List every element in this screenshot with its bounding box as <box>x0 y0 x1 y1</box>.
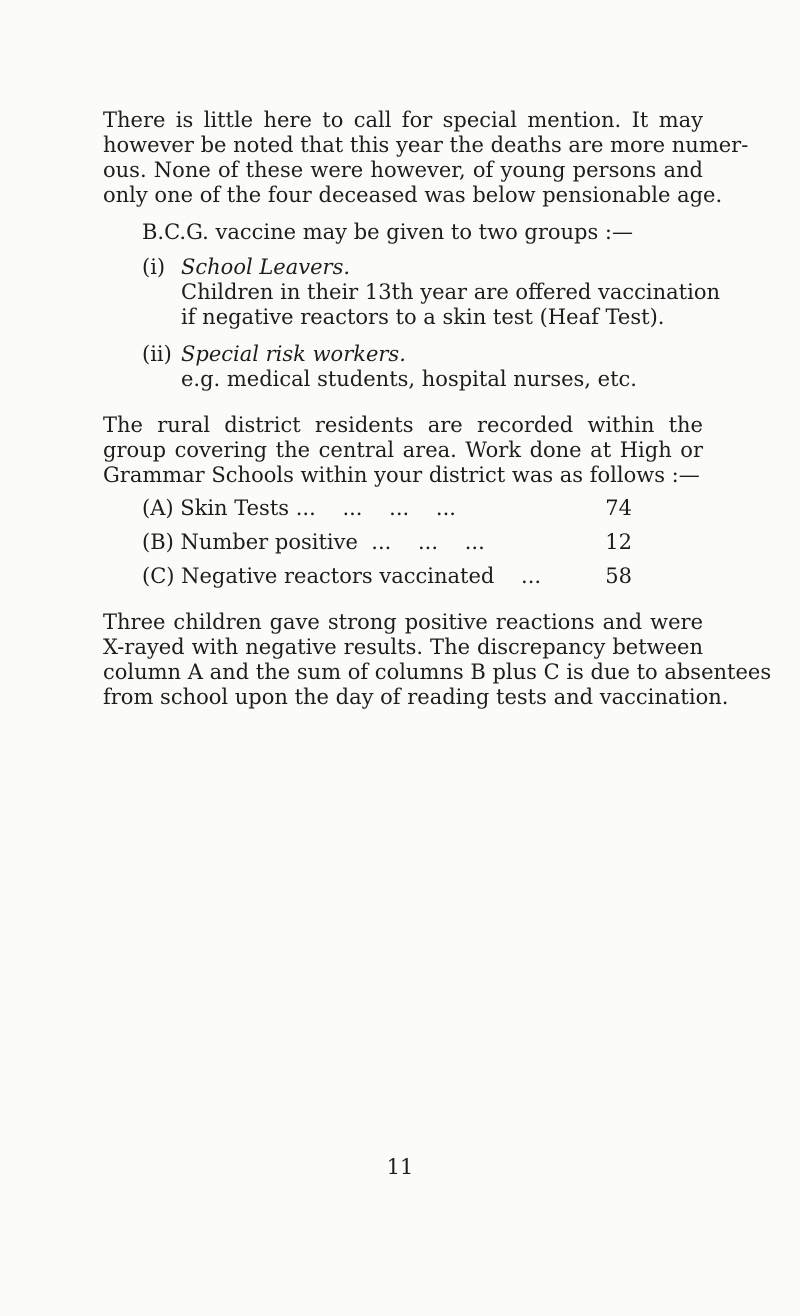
paragraph-x-ray-results <box>103 610 772 710</box>
text-line: ous. None of these were however, of young persons and <box>103 158 703 182</box>
result-row-skin-tests <box>142 496 632 521</box>
result-value: 12 <box>605 530 632 554</box>
result-value: 74 <box>605 496 632 520</box>
text-line: There is little here to call for special mention. It may <box>103 108 703 132</box>
text-line: X-rayed with negative results. The discrepancy between <box>103 635 703 659</box>
result-value: 58 <box>605 564 632 588</box>
text-line: Grammar Schools within your district was as follows :— <box>103 463 700 487</box>
text-line: however be noted that this year the deaths are more numer- <box>103 133 749 157</box>
text-line: only one of the four deceased was below pensionable age. <box>103 183 723 207</box>
text-line: group covering the central area. Work done at High or <box>103 438 703 462</box>
bcg-intro: B.C.G. vaccine may be given to two groups :— <box>142 220 634 244</box>
text-line: Children in their 13th year are offered vaccination <box>181 280 720 304</box>
group-description: e.g. medical students, hospital nurses, etc. <box>181 367 637 391</box>
text-line: Three children gave strong positive reactions and were <box>103 610 703 634</box>
result-label: (A) Skin Tests ... ... ... ... <box>142 496 456 520</box>
result-row-number-positive <box>142 530 632 555</box>
paragraph-rural-district <box>103 413 703 488</box>
text-line: if negative reactors to a skin test (Heaf Test). <box>181 305 665 329</box>
text-line: from school upon the day of reading tests and vaccination. <box>103 685 729 709</box>
group-description <box>181 280 720 330</box>
group-title: School Leavers. <box>181 255 351 279</box>
group-number: (i) <box>142 255 166 279</box>
group-number: (ii) <box>142 342 172 366</box>
result-label: (C) Negative reactors vaccinated ... <box>142 564 542 588</box>
result-row-negative-vaccinated <box>142 564 632 589</box>
paragraph-deaths <box>103 108 749 208</box>
text-line: The rural district residents are recorded within the <box>103 413 703 437</box>
page-number: 11 <box>386 1155 414 1179</box>
group-title: Special risk workers. <box>181 342 406 366</box>
text-line: column A and the sum of columns B plus C is due to absentees <box>103 660 772 684</box>
result-label: (B) Number positive ... ... ... <box>142 530 485 554</box>
